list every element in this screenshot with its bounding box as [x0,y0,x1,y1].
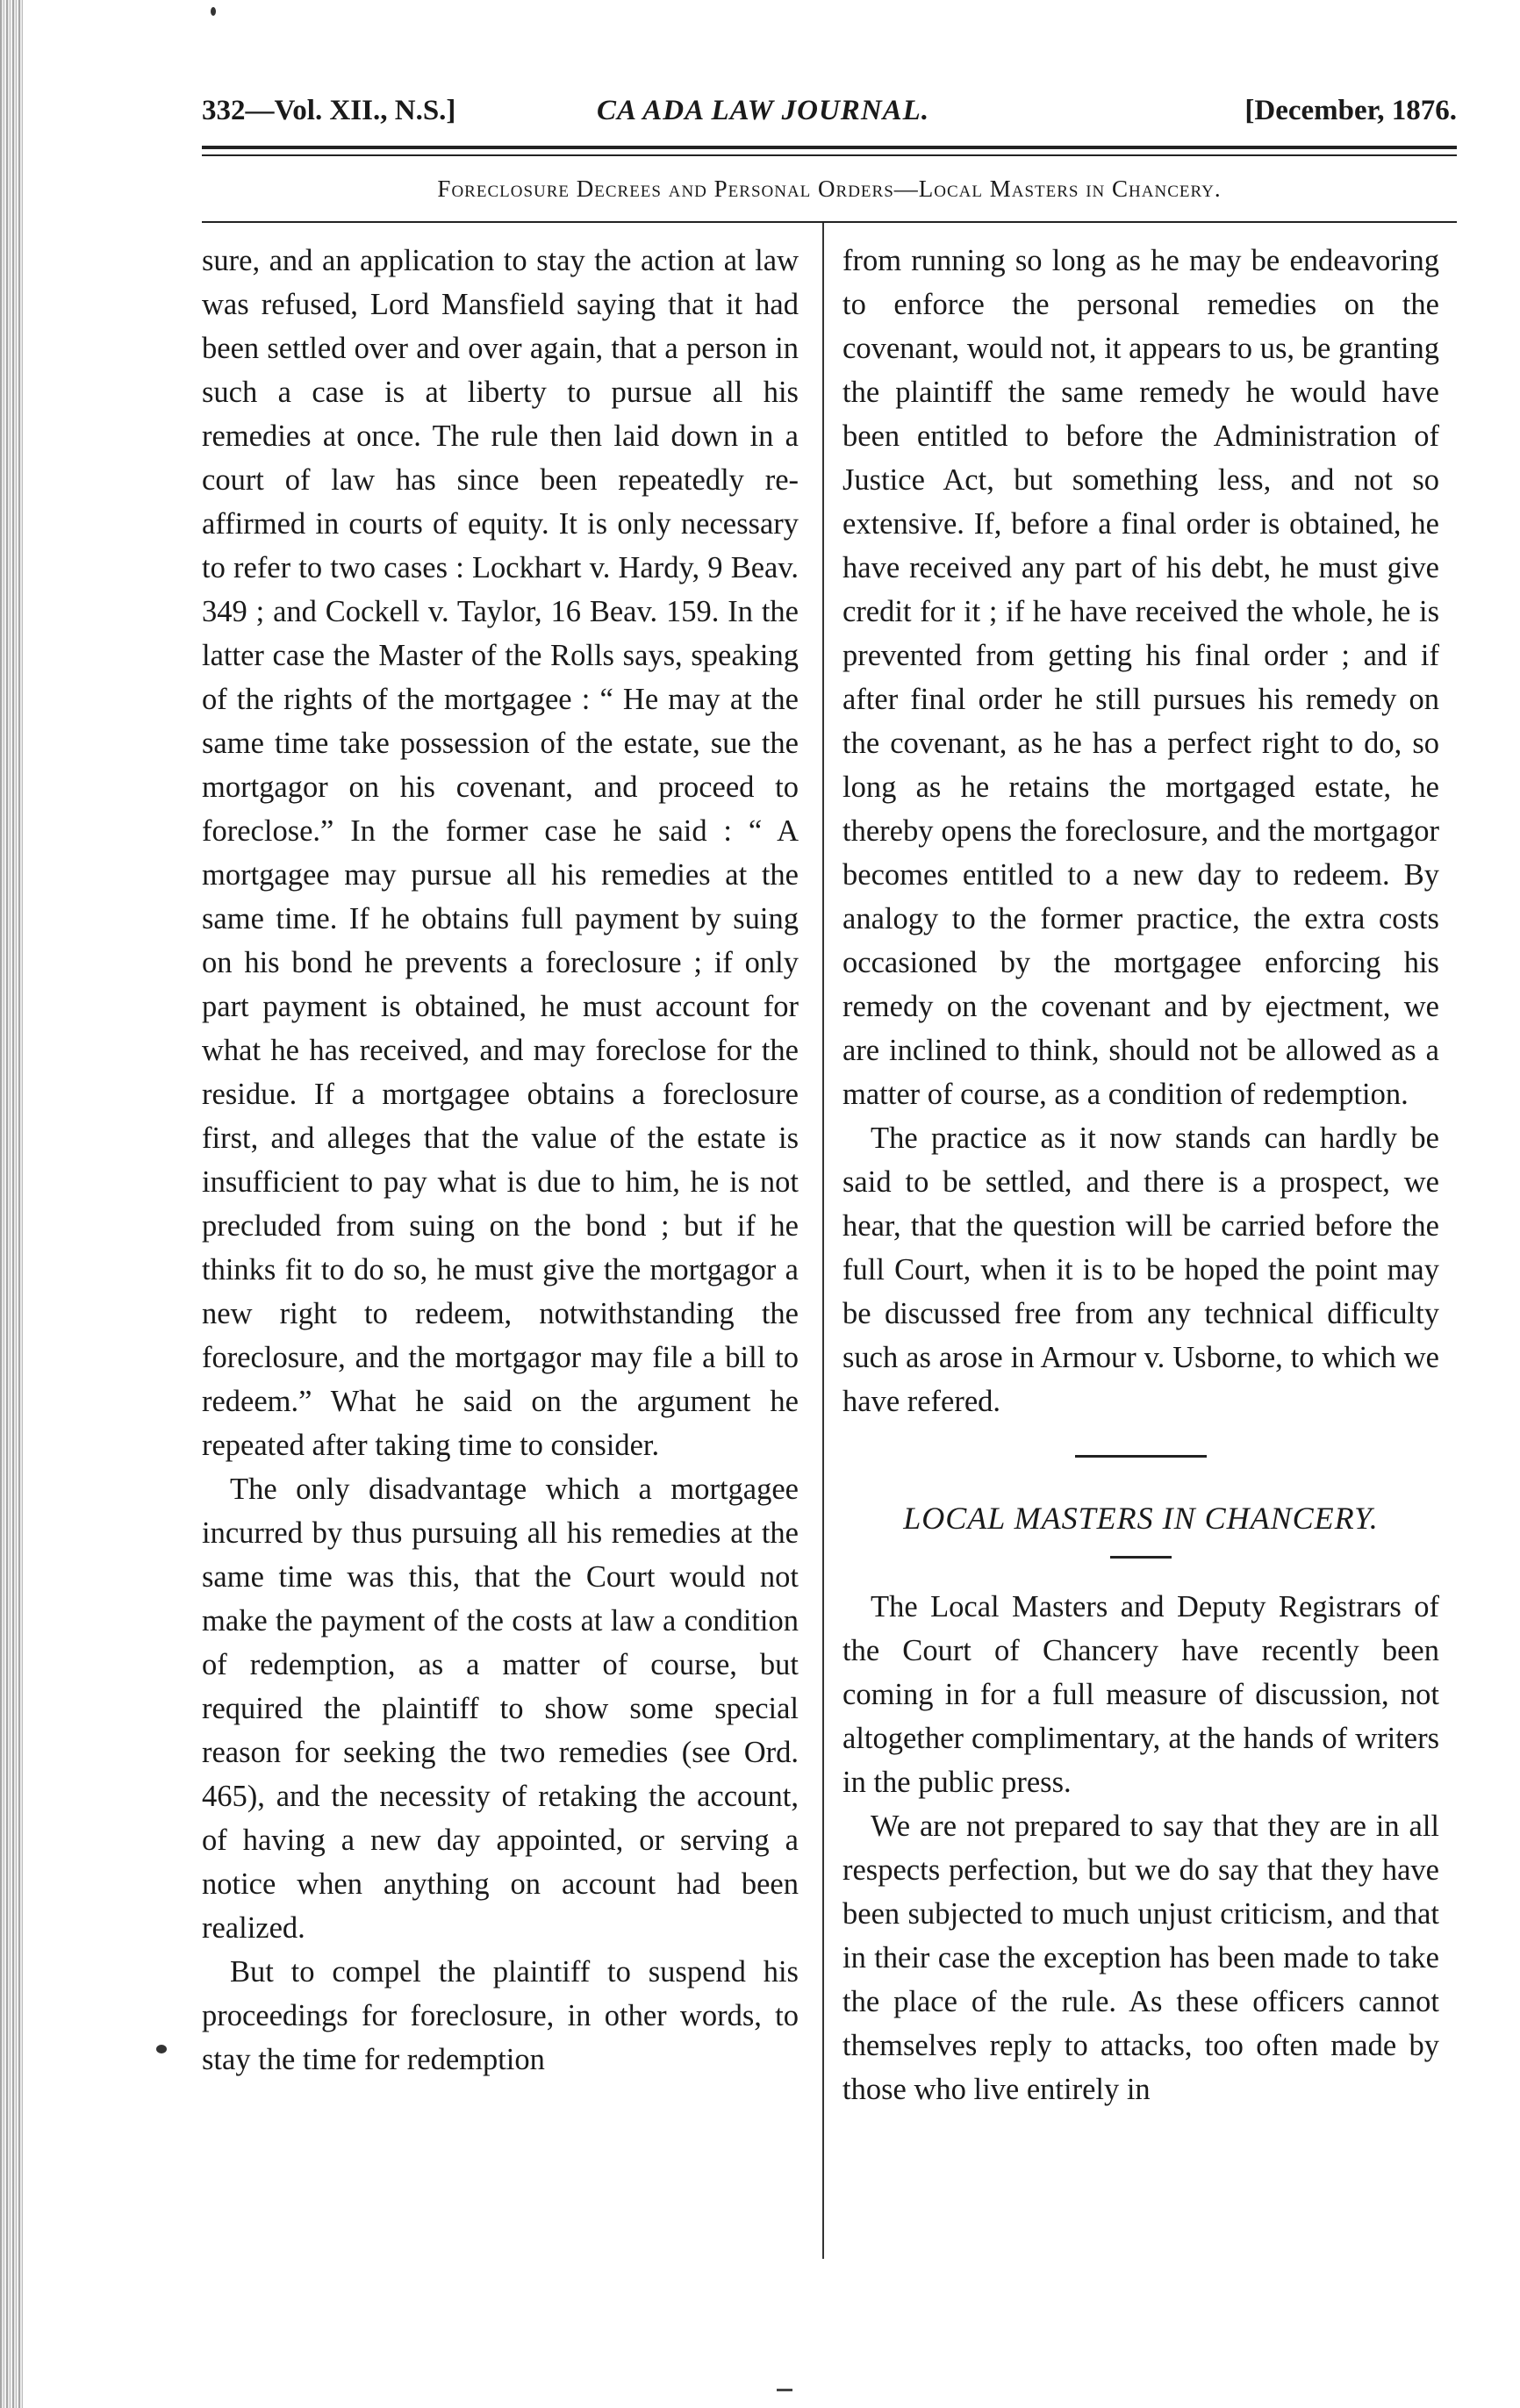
running-head [202,95,1457,140]
journal-title: CA ADA LAW JOURNAL. [597,95,930,126]
volume-page-label: 332—Vol. XII., N.S.] [202,95,456,126]
article-title: LOCAL MASTERS IN CHANCERY. [903,1501,1379,1536]
bottom-mark [777,2389,792,2391]
section-headline-rule [202,221,1457,223]
right-paragraph-3: The Local Masters and Deputy Registrars of the Court of Chancery have recently been coming in for a full measure of discussion, not altogether complimentary, at the hands of writers in the public press. [842,1590,1439,1799]
title-underline-rule [1110,1556,1172,1559]
column-divider [822,223,824,2259]
header-rule-thin [202,154,1457,156]
ink-speck [211,7,216,16]
left-paragraph-2: The only disadvantage which a mortgagee incurred by thus pursuing all his remedies at the same time was this, that the Court would not make the payment of the costs at law a condition of redemption, as a matter of course, but required the plaintiff to show some special reason for seeking the two remedies (see Ord. 465), and the necessity of retaking the account, of having a new day appointed, or serving a notice when anything on account had been realized. [202,1473,799,1945]
header-rule-thick [202,146,1457,149]
right-paragraph-2: The practice as it now stands can hardly be said to be settled, and there is a prospect, we hear, that the question will be carried before the full Court, when it is to be hoped the point may be discussed free from any technical difficulty such as arose in Armour v. Usborne, to which we have refered. [842,1122,1439,1418]
right-column [842,239,1439,2111]
scan-edge-shadow [0,0,23,2408]
left-paragraph-1: sure, and an application to stay the action at law was refused, Lord Mansfield saying that it had been settled over and over again, that a person in such a case is at liberty to pursue all his remedies at once. The rule then laid down in a court of law has since been repeatedly re-affirmed in courts of equity. It is only necessary to refer to two cases : Lockhart v. Hardy, 9 Beav. 349 ; and Cockell v. Taylor, 16 Beav. 159. In the latter case the Master of the Rolls says, speaking of the rights of the mortgagee : “ He may at the same time take possession of the estate, sue the mortgagor on his covenant, and proceed to foreclose.” In the former case he said : “ A mortgagee may pursue all his remedies at the same time. If he obtains full payment by suing on his bond he prevents a foreclosure ; if only part payment is obtained, he must account for what he has received, and may foreclose for the residue. If a mortgagee obtains a foreclosure first, and alleges that the value of the estate is insufficient to pay what is due to him, he is not precluded from suing on the bond ; but if he thinks fit to do so, he must give the mortgagor a new right to redeem, notwithstanding the foreclosure, and the mortgagor may file a bill to redeem.” What he said on the argument he repeated after taking time to consider. [202,244,799,1462]
section-headline: Foreclosure Decrees and Personal Orders—Local Masters in Chancery. [437,176,1222,202]
issue-date: [December, 1876. [1244,95,1457,126]
left-column [202,239,799,2082]
article-separator-rule [1075,1455,1207,1458]
left-paragraph-3: But to compel the plaintiff to suspend his proceedings for foreclosure, in other words, to stay the time for redemption [202,1955,799,2076]
right-paragraph-1: from running so long as he may be endeavoring to enforce the personal remedies on the covenant, would not, it appears to us, be granting the plaintiff the same remedy he would have been entitled to before the Administration of Justice Act, but something less, and not so extensive. If, before a final order is obtained, he have received any part of his debt, he must give credit for it ; if he have received the whole, he is prevented from getting his final order ; and if after final order he still pursues his remedy on the covenant, as he has a perfect right to do, so long as he retains the mortgaged estate, he thereby opens the foreclosure, and the mortgagor becomes entitled to a new day to redeem. By analogy to the former practice, the extra costs occasioned by the mortgagee enforcing his remedy on the covenant and by ejectment, we are inclined to think, should not be allowed as a matter of course, as a condition of redemption. [842,244,1439,1111]
right-paragraph-4: We are not prepared to say that they are in all respects perfection, but we do say that they have been subjected to much unjust criticism, and that in their case the exception has been made to take the place of the rule. As these officers cannot themselves reply to attacks, too often made by those who live entirely in [842,1810,1439,2106]
ink-speck [156,2045,167,2053]
